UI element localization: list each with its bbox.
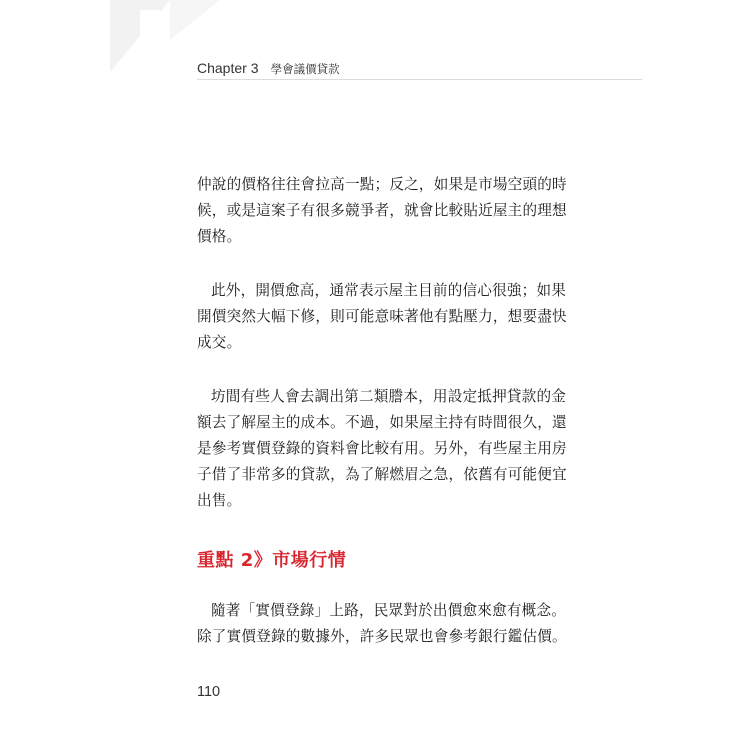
text-line: 子借了非常多的貸款，為了解燃眉之急，依舊有可能便宜 — [197, 466, 567, 483]
paragraph-2 — [197, 278, 567, 356]
text-line: 出售。 — [197, 492, 242, 509]
paragraph-3 — [197, 384, 567, 514]
page-number: 110 — [197, 684, 221, 700]
text-line: 價格。 — [197, 228, 242, 245]
text-line: 開價突然大幅下修，則可能意味著他有點壓力，想要盡快 — [197, 308, 567, 325]
text-line: 成交。 — [197, 334, 242, 351]
text-line: 仲說的價格往往會拉高一點；反之，如果是市場空頭的時 — [197, 176, 567, 193]
text-line: 坊間有些人會去調出第二類謄本，用設定抵押貸款的金 — [211, 388, 567, 405]
text-line: 除了實價登錄的數據外，許多民眾也會參考銀行鑑估價。 — [197, 628, 567, 645]
text-line: 是參考實價登錄的資料會比較有用。另外，有些屋主用房 — [197, 440, 567, 457]
text-line: 額去了解屋主的成本。不過，如果屋主持有時間很久，還 — [197, 414, 567, 431]
running-header — [197, 60, 340, 77]
header-rule — [197, 79, 642, 80]
chapter-label: Chapter 3 — [197, 60, 259, 76]
text-line: 此外，開價愈高，通常表示屋主目前的信心很強；如果 — [211, 282, 567, 299]
text-line: 隨著「實價登錄」上路，民眾對於出價愈來愈有概念。 — [211, 602, 567, 619]
text-line: 候，或是這案子有很多競爭者，就會比較貼近屋主的理想 — [197, 202, 567, 219]
section-paragraph — [197, 598, 567, 650]
section-heading: 重點 2》市場行情 — [197, 550, 347, 571]
chapter-title: 學會議價貸款 — [270, 62, 340, 76]
paragraph-1 — [197, 172, 567, 250]
